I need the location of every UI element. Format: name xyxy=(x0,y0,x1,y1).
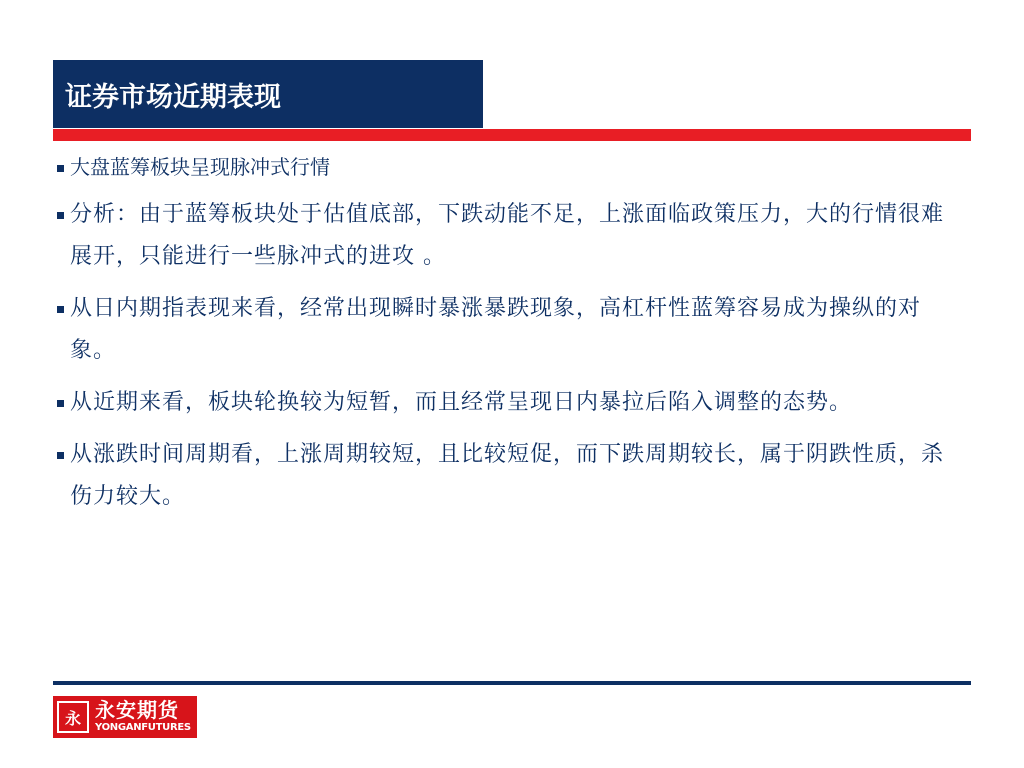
bullet-item-4: 从近期来看，板块轮换较为短暂，而且经常呈现日内暴拉后陷入调整的态势。 xyxy=(54,382,954,424)
bullet-item-5: 从涨跌时间周期看，上涨周期较短，且比较短促，而下跌周期较长，属于阴跌性质，杀伤力较大。 xyxy=(54,434,954,518)
bullet-list xyxy=(54,150,954,518)
logo-mark-icon: 永 xyxy=(57,701,89,733)
title-underline-bar xyxy=(53,129,971,141)
bullet-item-2: 分析：由于蓝筹板块处于估值底部，下跌动能不足，上涨面临政策压力，大的行情很难展开，只能进行一些脉冲式的进攻 。 xyxy=(54,194,954,278)
company-logo xyxy=(53,696,197,738)
slide-title: 证券市场近期表现 xyxy=(65,81,281,113)
logo-name-cn: 永安期货 xyxy=(95,698,179,722)
slide-title-box xyxy=(53,60,483,128)
bullet-item-1: 大盘蓝筹板块呈现脉冲式行情 xyxy=(54,150,954,184)
bullet-item-3: 从日内期指表现来看，经常出现瞬时暴涨暴跌现象，高杠杆性蓝筹容易成为操纵的对象。 xyxy=(54,288,954,372)
logo-name-en: YONGANFUTURES xyxy=(95,722,191,733)
footer-divider xyxy=(53,681,971,685)
